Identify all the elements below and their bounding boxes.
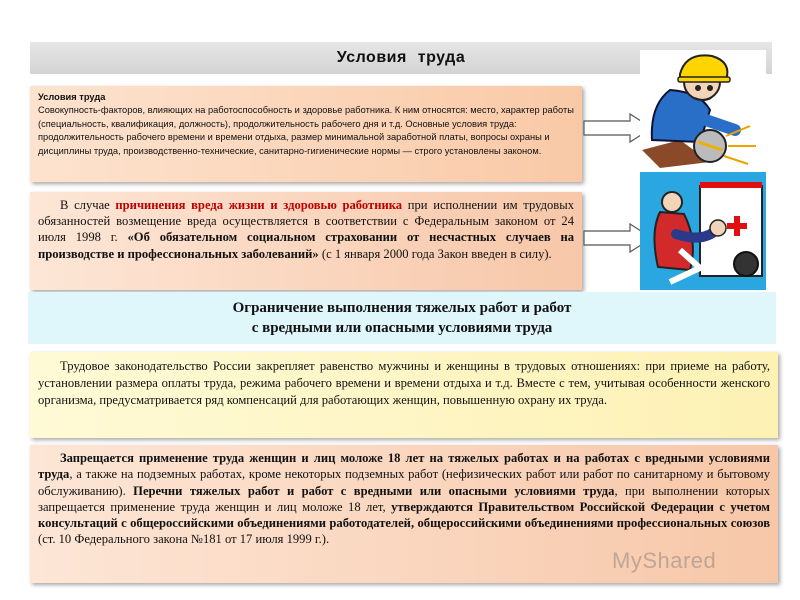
harm-text-start: В случае (60, 198, 116, 212)
harm-compensation-paragraph (30, 192, 582, 290)
harm-text-end: (с 1 января 2000 года Закон введен в силу). (318, 246, 552, 261)
prohibition-text-1: , а также на подземных работах, кроме некоторых подземных работ (нефизических работ или работ по санитарному и бытовому обслуживанию). (38, 467, 770, 498)
restriction-heading (28, 292, 776, 344)
working-conditions-definition (30, 86, 582, 182)
prohibition-text-2: , при выполнении которых запрещается применение труда женщин и лиц моложе 18 лет, (38, 483, 770, 514)
harm-text-mid: при исполнении им трудовых обязанностей возмещение вреда осуществляется в соответствии с Федеральным законом от 24 июля 1998 г. (38, 198, 574, 245)
prohibition-text-3: (ст. 10 Федерального закона №181 от 17 июля 1999 г.). (38, 532, 330, 547)
page-title-text: Условия труда (336, 49, 466, 66)
definition-heading: Условия труда (38, 92, 106, 102)
restriction-heading-line1: Ограничение выполнения тяжелых работ и работ (232, 300, 572, 316)
equality-text: Трудовое законодательство России закрепляет равенство мужчины и женщины в трудовых отношениях: при приеме на работу, установлении размера оплаты труда, режима рабочего времени и времени отдыха и т.д. Вместе с тем, учитывая особенности женского организма, предусматривается ряд компенсаций для работающих женщин, повышенную охрану их труда. (38, 359, 770, 407)
worker-with-saw-illustration (640, 50, 766, 168)
prohibition-bold-3: утверждаются Правительством Российской Федерации с учетом консультаций с общероссийскими объединениями работодателей, общероссийскими объединениями профессиональных союзов (38, 499, 770, 531)
law-name: «Об обязательном социальном страховании от несчастных случаев на производстве и профессиональных заболеваний» (38, 230, 575, 261)
prohibition-bold-1: Запрещается применение труда женщин и лиц моложе 18 лет на тяжелых работах и на работах с вредными условиями труда (38, 451, 770, 482)
restriction-heading-line2: с вредными или опасными условиями труда (251, 320, 553, 336)
ambulance-illustration (640, 172, 766, 290)
prohibition-bold-2: Перечни тяжелых работ и работ с вредными или опасными условиями труда (133, 483, 615, 498)
definition-text: Совокупность-факторов, влияющих на работоспособность и здоровье работника. К ним относятся: место, характер работы (специальность, квалификация, должность), продолжительность рабочего дня и т.д. Основные условия труда: продолжительность рабочего времени и времени отдыха, размер минимальной заработной платы, вопросы охраны и дисциплины труда, производственно-технические, санитарно-гигиенические нормы — строго установлены законом. (38, 105, 574, 156)
harm-highlight: причинения вреда жизни и здоровью работника (115, 198, 403, 212)
equality-paragraph (30, 352, 778, 438)
watermark: MyShared (612, 548, 717, 573)
